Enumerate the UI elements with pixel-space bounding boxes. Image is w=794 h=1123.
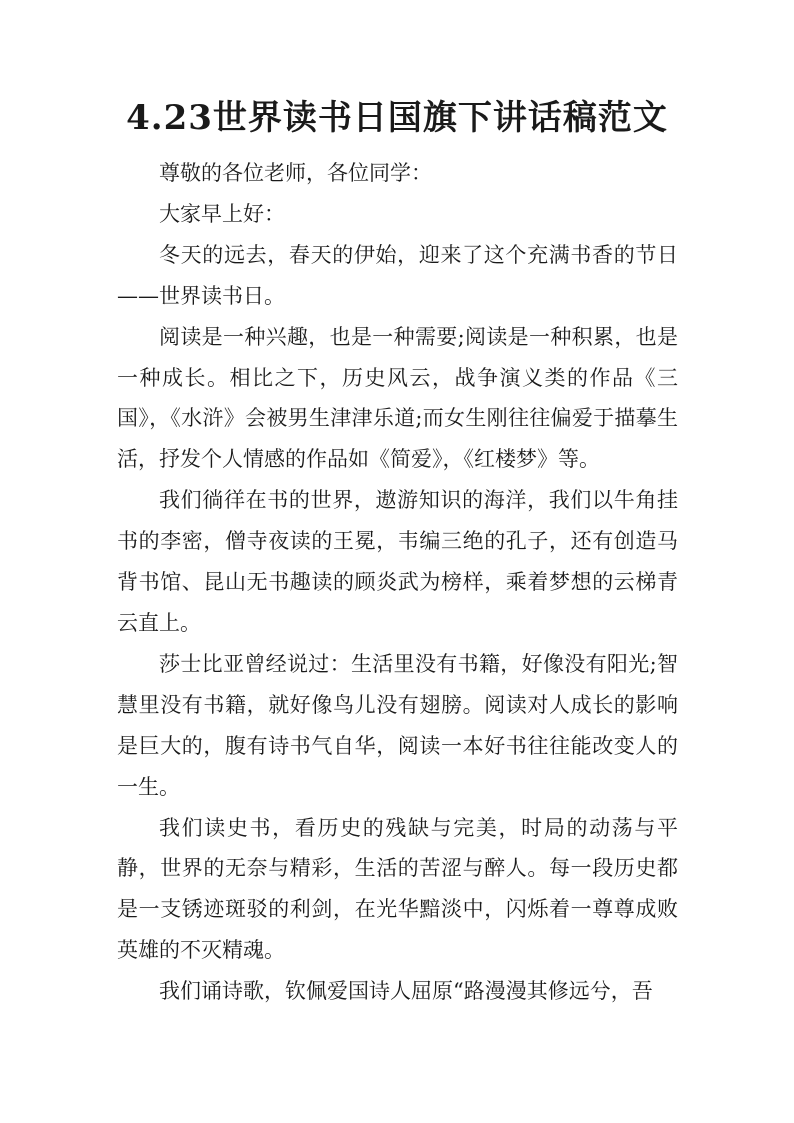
- body-paragraph: 莎士比亚曾经说过：生活里没有书籍，好像没有阳光;智慧里没有书籍，就好像鸟儿没有翅膀。阅读对人成长的影响是巨大的，腹有诗书气自华，阅读一本好书往往能改变人的一生。: [117, 651, 678, 799]
- salutation-paragraph: 尊敬的各位老师，各位同学：: [159, 161, 432, 185]
- body-paragraph: 我们徜徉在书的世界，遨游知识的海洋，我们以牛角挂书的李密，僧寺夜读的王冕，韦编三绝的孔子，还有创造马背书馆、昆山无书趣读的顾炎武为榜样，乘着梦想的云梯青云直上。: [117, 488, 678, 635]
- greeting-paragraph: 大家早上好：: [159, 201, 285, 226]
- body-paragraph: 阅读是一种兴趣，也是一种需要;阅读是一种积累，也是一种成长。相比之下，历史风云，战争演义类的作品《三国》，《水浒》会被男生津津乐道;而女生刚往往偏爱于描摹生活，抒发个人情感的作品如《简爱》，《红楼梦》等。: [117, 324, 678, 472]
- document-title: 4.23世界读书日国旗下讲话稿范文: [126, 98, 668, 138]
- body-paragraph: 冬天的远去，春天的伊始，迎来了这个充满书香的节日——世界读书日。: [117, 242, 678, 308]
- document-body: [117, 153, 678, 1012]
- body-paragraph: 我们诵诗歌，钦佩爱国诗人屈原“路漫漫其修远兮，吾: [159, 979, 653, 1004]
- body-paragraph: 我们读史书，看历史的残缺与完美，时局的动荡与平静，世界的无奈与精彩，生活的苦涩与醉人。每一段历史都是一支锈迹斑驳的利剑，在光华黯淡中，闪烁着一尊尊成败英雄的不灭精魂。: [117, 815, 678, 963]
